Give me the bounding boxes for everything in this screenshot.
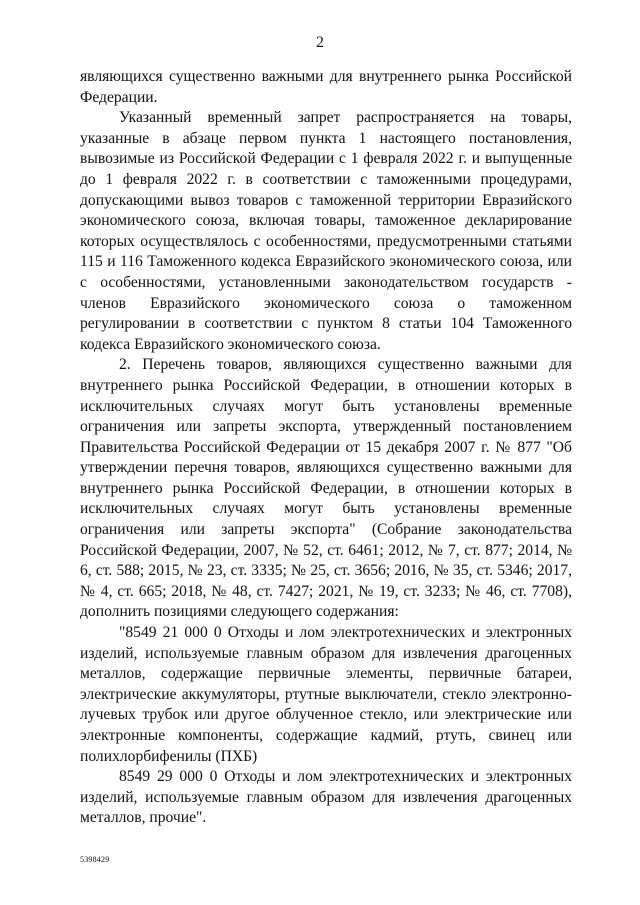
paragraph-position-8549-29: 8549 29 000 0 Отходы и лом электротехнических и электронных изделий, используемые главным образом для извлечения драгоценных металлов, прочие". — [80, 768, 572, 827]
paragraph-position-8549-21: "8549 21 000 0 Отходы и лом электротехнических и электронных изделий, используемые главным образом для извлечения драгоценных металлов, содержащие первичные элементы, первичные батареи, электрические аккумуляторы, ртутные выключатели, стекло электронно-лучевых трубок или другое облученное стекло, или электрические или электронные компоненты, содержащие кадмий, ртуть, свинец или полихлорбифенилы (ПХБ) — [80, 624, 572, 765]
document-body — [80, 67, 572, 829]
paragraph-temporary-ban: Указанный временный запрет распространяется на товары, указанные в абзаце первом пункта 1 настоящего постановления, вывозимые из Российской Федерации с 1 февраля 2022 г. и выпущенные до 1 февраля 2022 г. в соответствии с таможенными процедурами, допускающими вывоз товаров с таможенной территории Евразийского экономического союза, включая товары, таможенное декларирование которых осуществлялось с особенностями, предусмотренными статьями 115 и 116 Таможенного кодекса Евразийского экономического союза, или с особенностями, установленными законодательством государств - членов Евразийского экономического союза о таможенном регулировании в соответствии с пунктом 8 статьи 104 Таможенного кодекса Евразийского экономического союза. — [80, 109, 572, 353]
paragraph-continuation: являющихся существенно важными для внутреннего рынка Российской Федерации. — [80, 68, 572, 106]
document-code: 5398429 — [80, 855, 110, 864]
page-number: 2 — [316, 34, 324, 51]
paragraph-item-2: 2. Перечень товаров, являющихся существенно важными для внутреннего рынка Российской Федерации, в отношении которых в исключительных случаях могут быть установлены временные ограничения или запреты экспорта, утвержденный постановлением Правительства Российской Федерации от 15 декабря 2007 г. № 877 "Об утверждении перечня товаров, являющихся существенно важными для внутреннего рынка Российской Федерации, в отношении которых в исключительных случаях могут быть установлены временные ограничения или запреты экспорта" (Собрание законодательства Российской Федерации, 2007, № 52, ст. 6461; 2012, № 7, ст. 877; 2014, № 6, ст. 588; 2015, № 23, ст. 3335; № 25, ст. 3656; 2016, № 35, ст. 5346; 2017, № 4, ст. 665; 2018, № 48, ст. 7427; 2021, № 19, ст. 3233; № 46, ст. 7708), дополнить позициями следующего содержания: — [80, 356, 572, 621]
